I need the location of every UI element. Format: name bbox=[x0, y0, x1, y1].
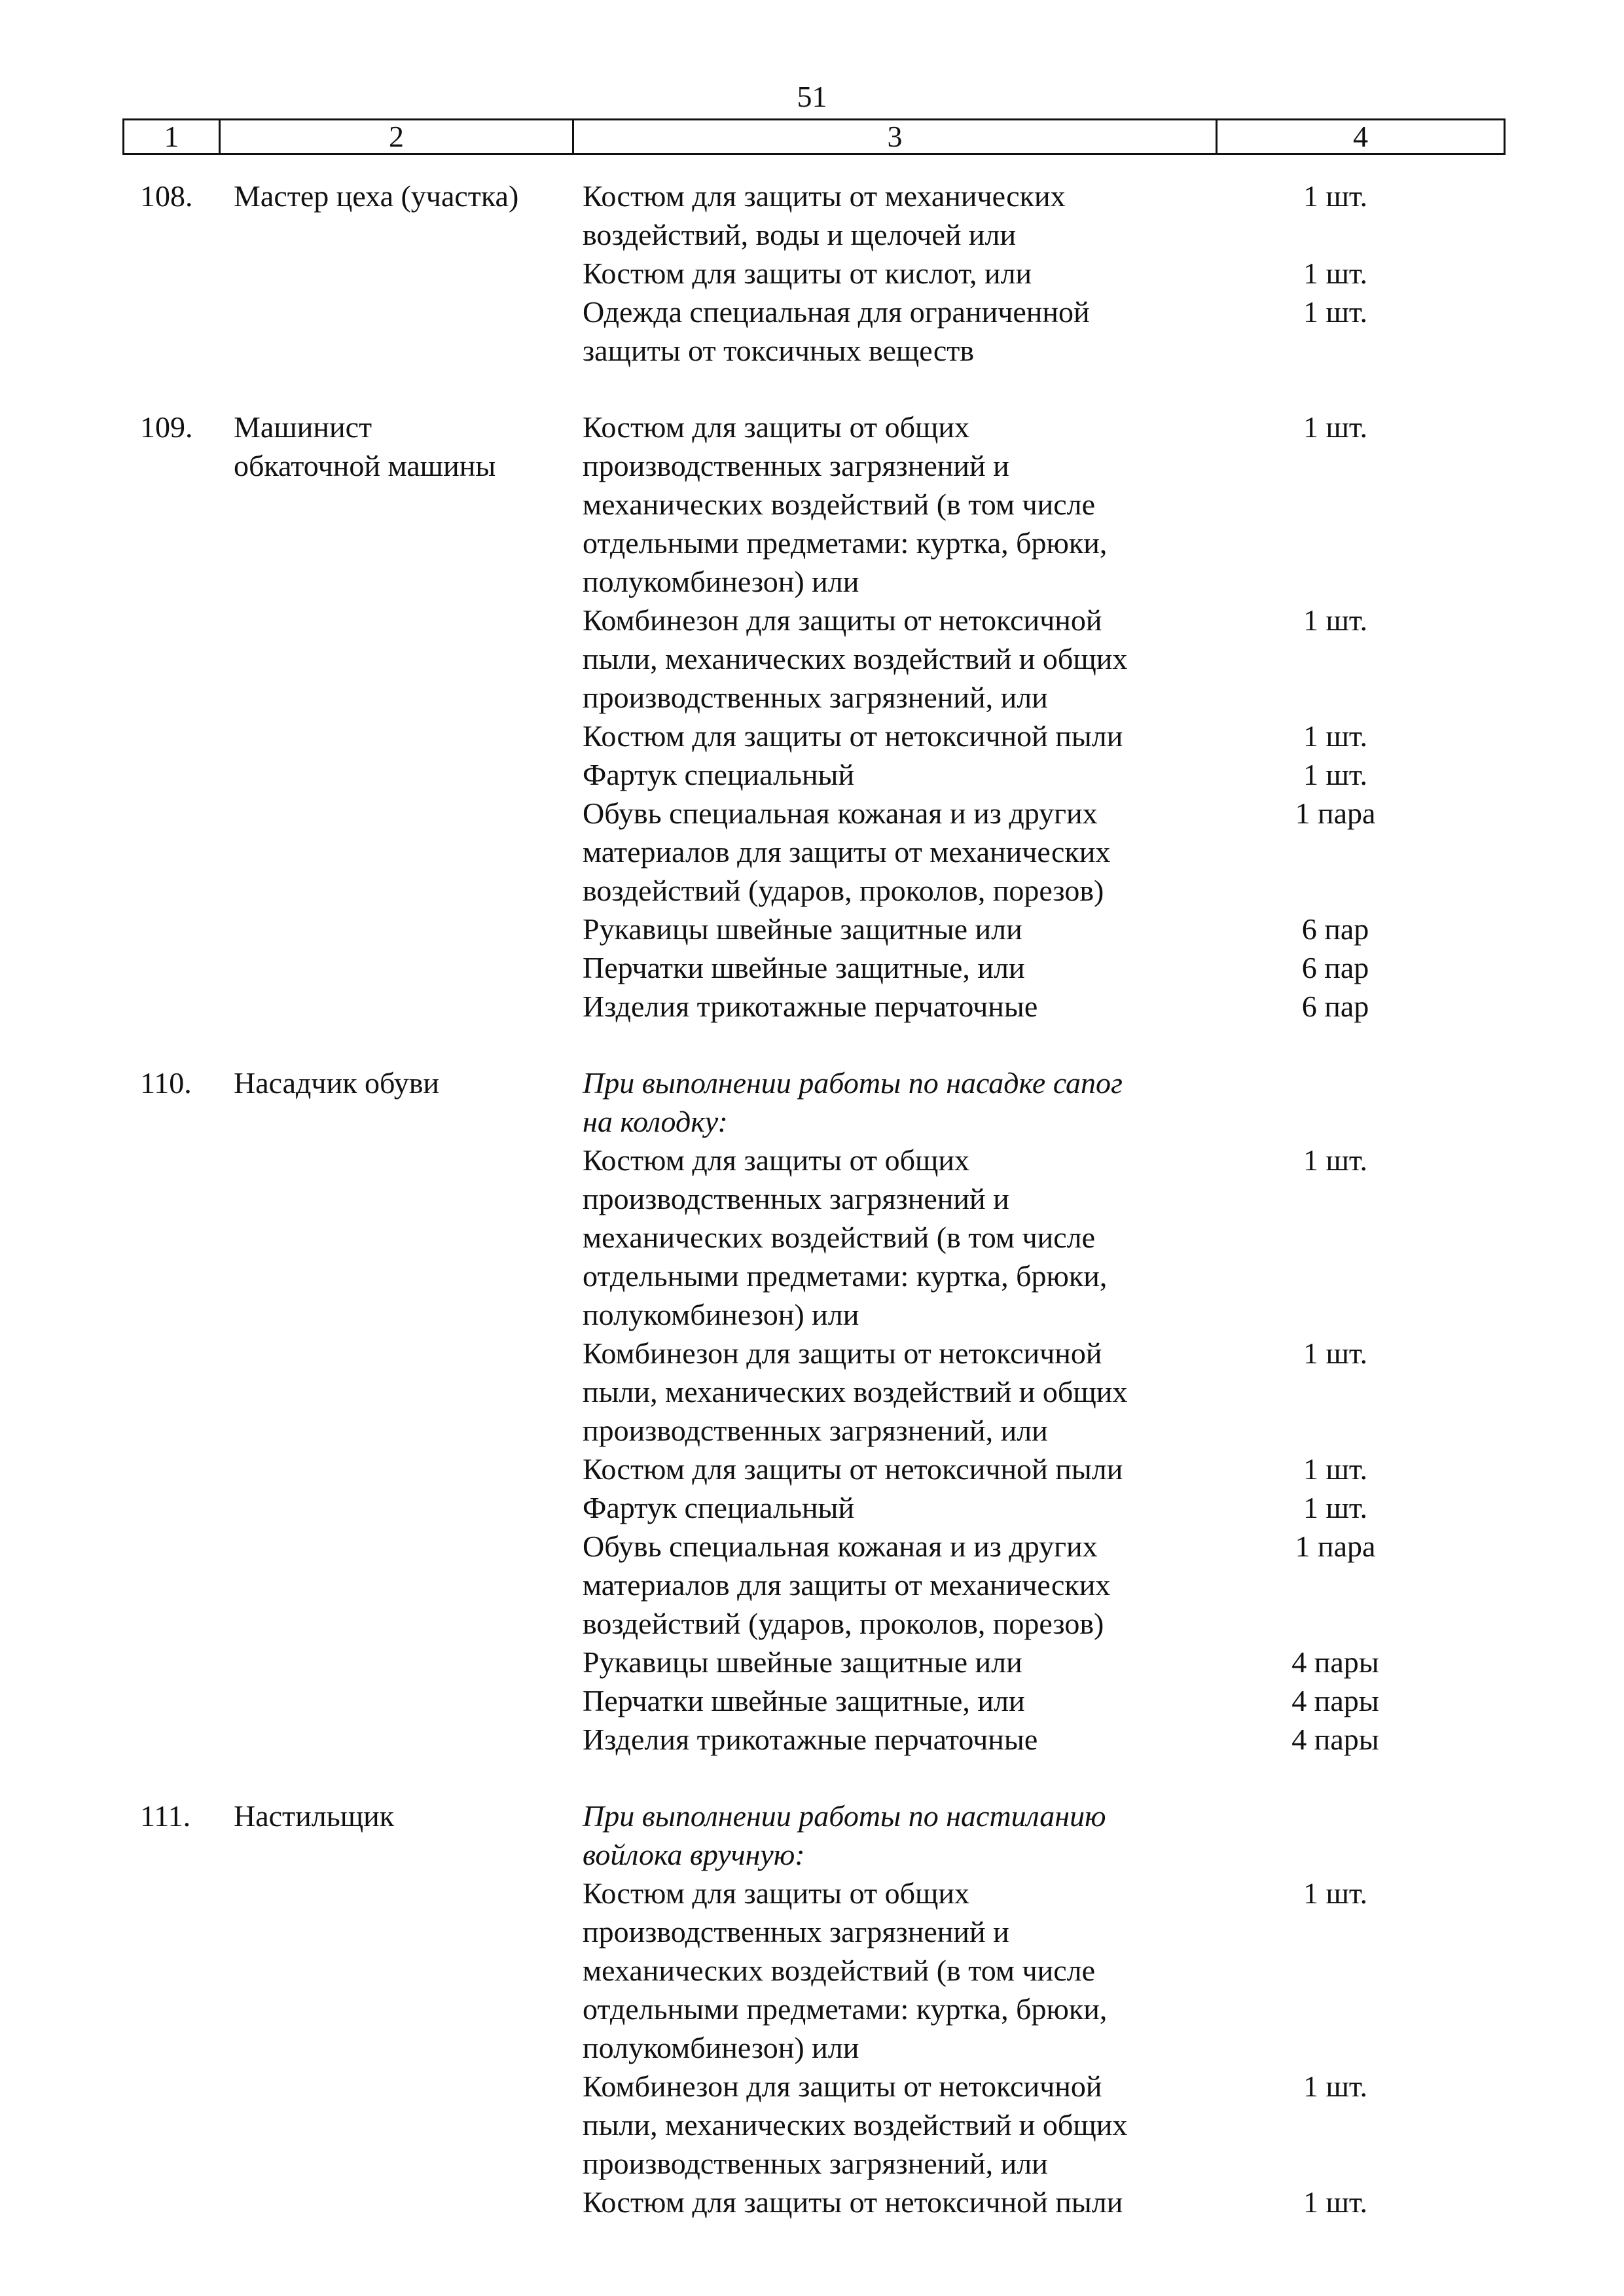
equipment-name: Обувь специальная кожаная и из других материалов для защиты от механических воздействий (ударов, проколов, порезов) bbox=[583, 797, 1111, 907]
equipment-name: Костюм для защиты от нетоксичной пыли bbox=[583, 1452, 1123, 1486]
equipment-item bbox=[583, 948, 1499, 987]
equipment-list bbox=[583, 408, 1499, 1026]
equipment-name: Комбинезон для защиты от нетоксичной пыли, механических воздействий и общих производственных загрязнений, или bbox=[583, 2070, 1128, 2180]
table-row bbox=[0, 177, 1624, 370]
entry-number: 111. bbox=[140, 1799, 191, 1833]
equipment-name: Костюм для защиты от общих производственных загрязнений и механических воздействий (в том числе отдельными предметами: куртка, брюки, полукомбинезон) или bbox=[583, 1876, 1108, 2064]
page-number: 51 bbox=[797, 80, 827, 113]
equipment-quantity: 1 шт. bbox=[1303, 257, 1368, 290]
equipment-quantity: 1 шт. bbox=[1303, 1876, 1368, 1910]
equipment-list bbox=[583, 1064, 1499, 1759]
equipment-item bbox=[583, 717, 1499, 755]
equipment-quantity: 1 шт. bbox=[1303, 2070, 1368, 2103]
equipment-item bbox=[583, 1141, 1499, 1334]
equipment-item bbox=[583, 1527, 1499, 1643]
equipment-name: Перчатки швейные защитные, или bbox=[583, 1684, 1025, 1717]
equipment-name: Изделия трикотажные перчаточные bbox=[583, 1723, 1038, 1756]
entries-list bbox=[0, 177, 1624, 2259]
profession-name: Насадчик обуви bbox=[234, 1066, 440, 1100]
equipment-name: Костюм для защиты от общих производственных загрязнений и механических воздействий (в том числе отдельными предметами: куртка, брюки, полукомбинезон) или bbox=[583, 1143, 1108, 1331]
equipment-quantity: 6 пар bbox=[1301, 951, 1369, 984]
header-col-1: 1 bbox=[124, 120, 221, 153]
equipment-item bbox=[583, 2183, 1499, 2221]
equipment-item bbox=[583, 1334, 1499, 1450]
equipment-name: Фартук специальный bbox=[583, 758, 855, 791]
equipment-item bbox=[583, 1797, 1499, 1874]
equipment-item bbox=[583, 1720, 1499, 1759]
equipment-item bbox=[583, 1064, 1499, 1141]
equipment-name: Одежда специальная для ограниченной защиты от токсичных веществ bbox=[583, 295, 1090, 367]
equipment-quantity: 4 пары bbox=[1291, 1645, 1379, 1679]
equipment-name: Фартук специальный bbox=[583, 1491, 855, 1524]
work-condition-note: При выполнении работы по настиланию войлока вручную: bbox=[583, 1799, 1106, 1871]
equipment-quantity: 1 шт. bbox=[1303, 2185, 1368, 2219]
equipment-item bbox=[583, 1488, 1499, 1527]
equipment-item bbox=[583, 794, 1499, 910]
equipment-item bbox=[583, 254, 1499, 293]
equipment-quantity: 1 пара bbox=[1295, 797, 1376, 830]
entry-number: 108. bbox=[140, 179, 193, 213]
equipment-quantity: 1 шт. bbox=[1303, 603, 1368, 637]
entry-number: 110. bbox=[140, 1066, 192, 1100]
equipment-item bbox=[583, 1450, 1499, 1488]
table-row bbox=[0, 408, 1624, 1026]
equipment-item bbox=[583, 987, 1499, 1026]
equipment-item bbox=[583, 601, 1499, 717]
equipment-quantity: 1 шт. bbox=[1303, 1336, 1368, 1370]
equipment-name: Костюм для защиты от кислот, или bbox=[583, 257, 1032, 290]
equipment-quantity: 6 пар bbox=[1301, 912, 1369, 946]
equipment-name: Рукавицы швейные защитные или bbox=[583, 912, 1022, 946]
equipment-item bbox=[583, 1874, 1499, 2067]
profession-name: Настильщик bbox=[234, 1799, 395, 1833]
equipment-item bbox=[583, 2067, 1499, 2183]
equipment-name: Костюм для защиты от нетоксичной пыли bbox=[583, 2185, 1123, 2219]
equipment-quantity: 4 пары bbox=[1291, 1684, 1379, 1717]
equipment-quantity: 1 шт. bbox=[1303, 719, 1368, 753]
equipment-quantity: 1 шт. bbox=[1303, 1143, 1368, 1177]
equipment-quantity: 1 шт. bbox=[1303, 1491, 1368, 1524]
equipment-item bbox=[583, 1681, 1499, 1720]
header-col-2: 2 bbox=[221, 120, 574, 153]
equipment-quantity: 1 шт. bbox=[1303, 295, 1368, 329]
profession-name: Машинист обкаточной машины bbox=[234, 410, 496, 482]
equipment-quantity bbox=[1244, 1797, 1427, 1874]
equipment-quantity: 4 пары bbox=[1291, 1723, 1379, 1756]
equipment-item bbox=[583, 910, 1499, 948]
equipment-item bbox=[583, 408, 1499, 601]
table-row bbox=[0, 1064, 1624, 1759]
equipment-item bbox=[583, 293, 1499, 370]
equipment-item bbox=[583, 177, 1499, 254]
equipment-quantity: 1 шт. bbox=[1303, 410, 1368, 444]
work-condition-note: При выполнении работы по насадке сапог на колодку: bbox=[583, 1066, 1123, 1138]
equipment-quantity: 1 шт. bbox=[1303, 1452, 1368, 1486]
equipment-name: Обувь специальная кожаная и из других материалов для защиты от механических воздействий (ударов, проколов, порезов) bbox=[583, 1530, 1111, 1640]
equipment-name: Костюм для защиты от общих производственных загрязнений и механических воздействий (в том числе отдельными предметами: куртка, брюки, полукомбинезон) или bbox=[583, 410, 1108, 598]
equipment-quantity: 1 пара bbox=[1295, 1530, 1376, 1563]
equipment-quantity bbox=[1244, 1064, 1427, 1141]
equipment-name: Перчатки швейные защитные, или bbox=[583, 951, 1025, 984]
equipment-name: Костюм для защиты от нетоксичной пыли bbox=[583, 719, 1123, 753]
profession-name: Мастер цеха (участка) bbox=[234, 179, 519, 213]
header-col-4: 4 bbox=[1353, 120, 1368, 153]
equipment-name: Комбинезон для защиты от нетоксичной пыли, механических воздействий и общих производственных загрязнений, или bbox=[583, 603, 1128, 714]
equipment-item bbox=[583, 755, 1499, 794]
equipment-item bbox=[583, 1643, 1499, 1681]
equipment-name: Изделия трикотажные перчаточные bbox=[583, 990, 1038, 1023]
entry-number: 109. bbox=[140, 410, 193, 444]
table-row bbox=[0, 1797, 1624, 2221]
equipment-name: Рукавицы швейные защитные или bbox=[583, 1645, 1022, 1679]
equipment-name: Комбинезон для защиты от нетоксичной пыли, механических воздействий и общих производственных загрязнений, или bbox=[583, 1336, 1128, 1447]
table-header bbox=[122, 118, 1506, 155]
equipment-quantity: 6 пар bbox=[1301, 990, 1369, 1023]
equipment-list bbox=[583, 177, 1499, 370]
header-col-3: 3 bbox=[574, 120, 1218, 153]
equipment-name: Костюм для защиты от механических воздействий, воды и щелочей или bbox=[583, 179, 1066, 251]
equipment-quantity: 1 шт. bbox=[1303, 758, 1368, 791]
equipment-list bbox=[583, 1797, 1499, 2221]
equipment-quantity: 1 шт. bbox=[1303, 179, 1368, 213]
